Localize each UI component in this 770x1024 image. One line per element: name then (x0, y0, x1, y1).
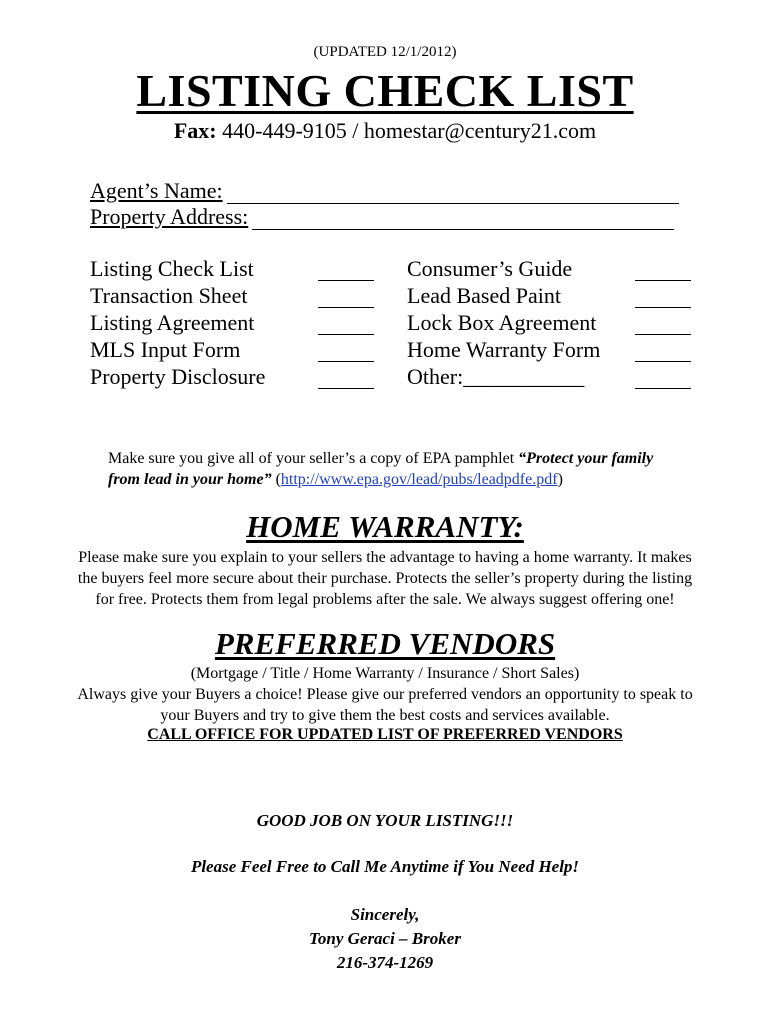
checklist-blank[interactable] (318, 370, 374, 389)
sign-off: Sincerely, (350, 905, 420, 924)
epa-pamphlet-title: “Protect your family from lead in your home” (108, 450, 654, 488)
checklist-blank[interactable] (635, 343, 691, 362)
checklist-item: Other:___________ (407, 364, 585, 389)
checklist-item: Consumer’s Guide (407, 256, 573, 281)
vendors-line: your Buyers and try to give them the best costs and services available. (160, 707, 610, 724)
fax-label: Fax: (173, 118, 217, 143)
epa-link[interactable]: http://www.epa.gov/lead/pubs/leadpdfe.pdf (280, 471, 558, 488)
page-title-text: LISTING CHECK LIST (136, 65, 634, 116)
home-warranty-heading (0, 509, 770, 545)
broker-phone: 216-374-1269 (336, 953, 434, 972)
fax-line (0, 118, 770, 144)
vendor-types: (Mortgage / Title / Home Warranty / Insurance / Short Sales) (190, 665, 580, 682)
call-office-notice: CALL OFFICE FOR UPDATED LIST OF PREFERRED VENDORS (147, 726, 623, 743)
checklist-blank[interactable] (318, 343, 374, 362)
agent-name-blank[interactable] (227, 183, 679, 204)
checklist-item: Lead Based Paint (407, 283, 561, 308)
checklist-blank[interactable] (635, 316, 691, 335)
checklist-item: Property Disclosure (90, 364, 266, 389)
property-address-blank[interactable] (252, 209, 674, 230)
agent-name-label: Agent’s Name: (90, 178, 223, 203)
home-warranty-heading-text: HOME WARRANTY: (246, 509, 524, 544)
checklist-blank[interactable] (635, 370, 691, 389)
checklist-item: Lock Box Agreement (407, 310, 597, 335)
checklist-item: Listing Check List (90, 256, 254, 281)
warranty-line: Please make sure you explain to your sellers the advantage to having a home warranty. It makes (78, 549, 692, 566)
property-address-label: Property Address: (90, 204, 249, 229)
page-title (0, 64, 770, 117)
checklist-item: MLS Input Form (90, 337, 241, 362)
agent-name-field[interactable] (90, 178, 679, 204)
checklist-blank[interactable] (635, 262, 691, 281)
checklist-blank[interactable] (635, 289, 691, 308)
checklist-blank[interactable] (318, 316, 374, 335)
property-address-field[interactable] (90, 204, 674, 230)
epa-text: Make sure you give all of your seller’s a copy of EPA pamphlet (108, 450, 519, 467)
epa-open-paren: ( (271, 471, 281, 488)
checklist-item: Home Warranty Form (407, 337, 601, 362)
checklist-blank[interactable] (318, 289, 374, 308)
warranty-line: the buyers feel more secure about their purchase. Protects the seller’s property during the listing (77, 570, 693, 587)
epa-note (108, 448, 688, 490)
fax-contact: 440-449-9105 / homestar@century21.com (216, 118, 597, 143)
preferred-vendors-heading-text: PREFERRED VENDORS (214, 626, 556, 661)
preferred-vendors-heading (0, 626, 770, 662)
epa-close-paren: ) (557, 471, 563, 488)
checklist-blank[interactable] (318, 262, 374, 281)
checklist-item: Listing Agreement (90, 310, 255, 335)
warranty-line: for free. Protects them from legal problems after the sale. We always suggest offering one! (95, 591, 675, 608)
checklist-item: Transaction Sheet (90, 283, 248, 308)
call-anytime-message: Please Feel Free to Call Me Anytime if You Need Help! (190, 857, 580, 876)
broker-name: Tony Geraci – Broker (309, 929, 461, 948)
good-job-message: GOOD JOB ON YOUR LISTING!!! (256, 811, 514, 830)
updated-date: (UPDATED 12/1/2012) (313, 44, 457, 60)
vendors-line: Always give your Buyers a choice! Please give our preferred vendors an opportunity to speak to (77, 686, 693, 703)
